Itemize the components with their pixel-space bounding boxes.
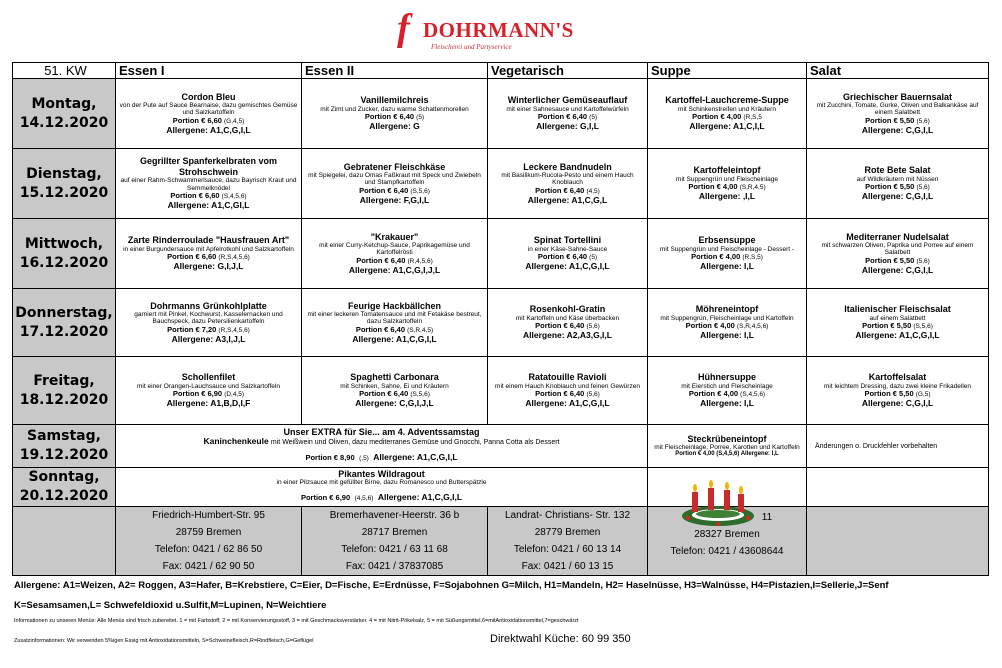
- dish-description: mit einem Hauch Knoblauch und feinen Gewürzen: [495, 382, 640, 390]
- day-cell: [13, 425, 116, 468]
- dish-allergens: Allergene: A1,C,G,I,L: [373, 452, 458, 462]
- dish-title: Winterlicher Gemüseauflauf: [507, 95, 628, 106]
- dish-codes: (5,6): [586, 391, 600, 399]
- dish-description: auf Wildkräutern mit Nüssen: [856, 175, 939, 183]
- kitchen-direct-phone: Direktwahl Küche: 60 99 350: [490, 633, 631, 645]
- dish-salat: [807, 289, 989, 357]
- dish-suppe: [648, 149, 807, 219]
- dish-title: Kaninchenkeule: [203, 435, 269, 446]
- store-1: [116, 507, 302, 576]
- dish-price: Portion € 5,50: [865, 255, 915, 265]
- dish-codes: (S,R,4,5): [739, 184, 766, 192]
- dish-title: Vanillemilchreis: [360, 95, 429, 106]
- day-date: 19.12.2020: [19, 447, 109, 463]
- store-fax: Fax: 0421 / 60 13 15: [521, 561, 614, 573]
- saturday-row: [13, 425, 989, 468]
- dish-essen-1: [116, 289, 302, 357]
- allergen-legend-line-1: Allergene: A1=Weizen, A2= Roggen, A3=Hafer, B=Krebstiere, C=Eier, D=Fische, E=Erdnüsse, F=Sojabohnen G=Milch, H1=Mandeln, H2= Haselnüsse, H3=Walnüsse, H4=Pistazien,I=Sellerie,J=Senf: [14, 580, 889, 591]
- dish-vegetarisch: [488, 149, 648, 219]
- day-row: [13, 219, 989, 289]
- saturday-extra-cell: [116, 425, 648, 468]
- dish-allergens: Allergene: C,G,I,L: [861, 397, 934, 408]
- store-phone: Telefon: 0421 / 43608644: [670, 546, 784, 558]
- dish-title: Spinat Tortellini: [533, 235, 602, 246]
- dish-allergens: Allergene: A1,C,G,I,L: [352, 333, 437, 344]
- dish-description: in einer Burgundersauce mit Apfelrotkohl und Salzkartoffeln: [123, 245, 294, 253]
- dish-suppe: [648, 289, 807, 357]
- store-street: 11: [761, 512, 773, 524]
- day-row: [13, 289, 989, 357]
- dish-price: Portion € 6,40: [359, 185, 409, 195]
- store-street: Friedrich-Humbert-Str. 95: [152, 510, 265, 522]
- store-street: Bremerhavener-Heerstr. 36 b: [329, 510, 460, 522]
- dish-description: mit leichtem Dressing, dazu zwei kleine Frikadellen: [823, 382, 972, 390]
- dish-allergens: Allergene: C,G,I,L: [861, 124, 934, 135]
- store-city: 28327 Bremen: [694, 529, 760, 541]
- sunday-empty-salad: [807, 468, 989, 507]
- stores-row: [13, 507, 989, 576]
- dish-description: mit schwarzen Oliven, Paprika und Porree auf einem Salatbett: [821, 242, 974, 257]
- logo-f-mark: f: [397, 7, 410, 49]
- dish-description: mit einer leckeren Tomatensauce und mit Fetakäse bestreut, dazu Salzkartoffeln: [307, 311, 482, 326]
- dish-description: mit Weißwein und Oliven, dazu mediterranes Gemüse und Gnocchi, Panna Cotta als Dessert: [270, 438, 560, 446]
- dish-description: mit Basilikum-Rucola-Pesto und einem Hauch Knoblauch: [501, 172, 634, 187]
- dish-codes: (,5): [359, 455, 369, 462]
- dish-codes: (S,R,4,5): [407, 326, 434, 334]
- dish-title: Möhreneintopf: [695, 304, 759, 315]
- dohrmanns-logo: [397, 7, 607, 55]
- day-date: 16.12.2020: [19, 254, 109, 271]
- dish-description: mit Suppengrün und Fleischeinlage - Dessert -: [659, 245, 795, 253]
- day-name: Samstag,: [27, 428, 101, 444]
- dish-price: Portion € 4,00: [685, 321, 735, 331]
- dish-price: Portion € 7,20: [167, 324, 217, 334]
- dish-description: mit einer Curry-Ketchup-Sauce, Paprikagemüse und Kartoffelrösti: [319, 242, 470, 257]
- dish-description: mit Zucchini, Tomate, Gurke, Oliven und Balkankäse auf einem Salatbett: [816, 102, 979, 117]
- stores-blank-cell: [13, 507, 116, 576]
- dish-headline: Unser EXTRA für Sie... am 4. Adventssamstag: [283, 426, 480, 437]
- dish-allergens: Allergene: ,I,L: [698, 190, 756, 201]
- dish-salat: [807, 219, 989, 289]
- dish-price: Portion € 5,50: [865, 182, 915, 192]
- dish-title: Steckrübeneintopf: [687, 433, 767, 444]
- logo-tagline: Fleischerei und Partyservice: [431, 43, 512, 51]
- store-city: 28717 Bremen: [361, 527, 428, 539]
- dish-essen-2: [302, 289, 488, 357]
- dish-title: Mediterraner Nudelsalat: [846, 231, 949, 242]
- dish-allergens: Allergene: A1,B,D,I,F: [166, 397, 251, 408]
- dish-allergens: Allergene: A1,C,G,I,L: [377, 491, 463, 502]
- dish-price: Portion € 5,50: [864, 389, 914, 399]
- dish-vegetarisch: [488, 79, 648, 149]
- dish-description: mit Schinkenstreifen und Kräutern: [678, 105, 776, 113]
- dish-allergens: Allergene: A1,C,G,I,L: [855, 329, 940, 340]
- dish-essen-2: [302, 79, 488, 149]
- dish-description: in einer Pilzsauce mit gefüllter Birne, dazu Romanesco und Butterspätzle: [276, 479, 487, 487]
- dish-allergens: Allergene: G,I,L: [536, 120, 599, 131]
- dish-title: Schollenfilet: [181, 372, 236, 383]
- weekly-menu-table: [12, 62, 989, 576]
- dish-codes: (R,S,4,5,6): [218, 254, 250, 262]
- dish-title: Rosenkohl-Gratin: [529, 304, 606, 315]
- store-phone: Telefon: 0421 / 63 11 68: [341, 544, 448, 556]
- weekday-rows: [13, 79, 989, 425]
- dish-title: Italienischer Fleischsalat: [844, 304, 951, 315]
- dish-codes: (5,6): [586, 323, 600, 331]
- dish-price: Portion € 6,40: [537, 252, 588, 262]
- store-city: 28759 Bremen: [175, 527, 242, 539]
- dish-price: Portion € 4,00: [692, 112, 742, 122]
- dish-title: Cordon Bleu: [181, 91, 236, 102]
- dish-codes: (G,5): [915, 391, 931, 399]
- dish-suppe: [648, 79, 807, 149]
- week-label: 51. KW: [13, 63, 116, 79]
- saturday-soup-cell: [648, 425, 807, 468]
- dish-codes: (R,S,4,5,6): [218, 326, 250, 334]
- dish-allergens: Allergene: A1,C,GI,L: [167, 199, 250, 210]
- dish-description: mit Eierstich und Fleischeinlage: [681, 382, 773, 390]
- column-suppe: Suppe: [648, 63, 807, 79]
- dish-essen-2: [302, 149, 488, 219]
- dish-codes: (S,4,5,6): [740, 391, 766, 399]
- sunday-row: [13, 468, 989, 507]
- dish-essen-2: [302, 357, 488, 425]
- dish-codes: (R,4,5,6): [407, 257, 433, 265]
- dish-price: Portion € 6,40: [535, 389, 585, 399]
- stores-blank-cell: [807, 507, 989, 576]
- dish-price: Portion € 8,90: [305, 453, 355, 462]
- dish-allergens: Allergene: A1,C,G,I,L: [525, 260, 610, 271]
- dish-title: Gegrillter Spanferkelbraten vom Strohschwein: [139, 156, 278, 177]
- dish-salat: [807, 149, 989, 219]
- day-date: 18.12.2020: [19, 391, 109, 408]
- column-essen-2: Essen II: [302, 63, 488, 79]
- dish-codes: (5,6): [916, 117, 930, 125]
- dish-codes: (5,6): [916, 184, 930, 192]
- column-essen-1: Essen I: [116, 63, 302, 79]
- dish-essen-1: [116, 357, 302, 425]
- day-name: Montag,: [31, 95, 97, 112]
- store-city: 28779 Bremen: [534, 527, 601, 539]
- additional-info-note: Zusatzinformationen: Wir verwenden 5%igen Essig mit Antioxidationsmitteln, S=Schweinefleisch,R=Rindfleisch,G=Geflügel: [14, 638, 314, 644]
- dish-codes: (5): [589, 254, 598, 262]
- dish-codes: (D,4,5): [224, 391, 245, 399]
- dish-price: Portion € 6,40: [359, 389, 409, 399]
- dish-essen-1: [116, 219, 302, 289]
- dish-title: Zarte Rinderroulade "Hausfrauen Art": [127, 235, 290, 246]
- dish-codes: (5): [416, 114, 425, 122]
- store-fax: Fax: 0421 / 62 90 50: [162, 561, 255, 573]
- dish-vegetarisch: [488, 357, 648, 425]
- dish-allergens: Allergene: I,L: [700, 260, 754, 271]
- menu-info-note: Informationen zu unseren Menüs: Alle Menüs sind frisch zubereitet. 1 = mit Farbstoff, 2 = mit Konservierungsstoff, 3 = mit Geschmacksverstärker. 4 = mit Nitrit-Pökelsalz, 5 = mit Süßungsmittel,6=mitAntioxidationsmittel,7=geschwärzt: [14, 618, 579, 624]
- dish-codes: (G,4,5): [224, 117, 245, 125]
- dish-salat: [807, 79, 989, 149]
- advent-wreath-image: [678, 478, 758, 528]
- dish-essen-1: [116, 79, 302, 149]
- day-cell: [13, 79, 116, 149]
- dish-title: Dohrmanns Grünkohlplatte: [150, 300, 267, 311]
- dish-allergens: Allergene: F,G,I,L: [359, 194, 430, 205]
- dish-allergens: Allergene: C,G,I,J,L: [355, 397, 434, 408]
- dish-codes: (S,5,6): [410, 187, 430, 195]
- dish-allergens: Allergene: A1,C,G,L: [527, 194, 608, 205]
- dish-title: Pikantes Wildragout: [338, 469, 425, 479]
- dish-title: Spaghetti Carbonara: [350, 372, 439, 383]
- dish-price: Portion € 6,40: [535, 185, 585, 195]
- dish-title: "Krakauer": [370, 231, 419, 242]
- dish-description: auf einer Rahm-Schwammerlsauce, dazu Bayrisch Kraut und Semmelknödel: [120, 177, 297, 192]
- dish-allergens: Allergene: I,L: [700, 329, 754, 340]
- day-name: Dienstag,: [26, 165, 102, 182]
- dish-price: Portion € 6,60: [167, 252, 217, 262]
- disclaimer-note: Änderungen o. Druckfehler vorbehalten: [807, 425, 989, 468]
- dish-price: Portion € 5,50: [865, 115, 915, 125]
- dish-codes: (4,5): [586, 187, 600, 195]
- sunday-dish-cell: [116, 468, 648, 507]
- dish-title: Erbsensuppe: [698, 235, 756, 246]
- dish-suppe: [648, 219, 807, 289]
- column-salat: Salat: [807, 63, 989, 79]
- dish-price: Portion € 6,40: [364, 112, 415, 122]
- day-cell: [13, 219, 116, 289]
- dish-codes: (S,R,4,5,6): [736, 323, 769, 331]
- dish-title: Rote Bete Salat: [864, 165, 931, 176]
- dish-codes: (S,4,5,6): [221, 193, 247, 201]
- dish-codes: (R,S,5: [743, 114, 762, 122]
- day-cell: [13, 289, 116, 357]
- dish-title: Kartoffeleintopf: [693, 165, 761, 176]
- column-vegetarisch: Vegetarisch: [488, 63, 648, 79]
- dish-essen-1: [116, 149, 302, 219]
- dish-price: Portion € 4,00 (S,4,5,6) Allergene: I,L: [675, 451, 779, 458]
- dish-allergens: Allergene: C,G,I,L: [861, 264, 934, 275]
- dish-price: Portion € 4,00: [688, 182, 738, 192]
- dish-title: Griechischer Bauernsalat: [842, 91, 953, 102]
- dish-vegetarisch: [488, 219, 648, 289]
- dish-codes: (S,5,6): [410, 391, 430, 399]
- dish-title: Gebratener Fleischkäse: [343, 161, 446, 172]
- dish-description: mit Schinken, Sahne, Ei und Kräutern: [340, 382, 449, 390]
- dish-essen-2: [302, 219, 488, 289]
- dish-codes: (5,6): [916, 257, 930, 265]
- dish-description: mit Kartoffeln und Käse überbacken: [515, 314, 620, 322]
- dish-price: Portion € 6,90: [172, 389, 223, 399]
- dish-description: mit einer Orangen-Lauchsauce und Salzkartoffeln: [137, 382, 280, 390]
- day-row: [13, 357, 989, 425]
- dish-title: Ratatouille Ravioli: [528, 372, 607, 383]
- dish-price: Portion € 5,50: [862, 321, 912, 331]
- dish-allergens: Allergene: C,G,I,L: [861, 190, 934, 201]
- dish-description: mit Suppengrün, Fleischeinlage und Kartoffeln: [660, 314, 794, 322]
- logo-name: DOHRMANN'S: [423, 18, 574, 42]
- dish-allergens: Allergene: A1,C,G,I,L: [525, 397, 610, 408]
- dish-price: Portion € 6,40: [356, 255, 406, 265]
- dish-price: Portion € 6,60: [170, 191, 220, 201]
- dish-codes: (4,5,6): [354, 494, 374, 502]
- dish-allergens: Allergene: G: [369, 120, 420, 131]
- dish-description: in einer Käse-Sahne-Sauce: [527, 245, 608, 253]
- dish-price: Portion € 6,40: [355, 324, 406, 334]
- dish-allergens: Allergene: A1,C,G,I,J,L: [348, 264, 441, 275]
- day-name: Mittwoch,: [24, 235, 104, 252]
- store-street: Landrat- Christians- Str. 132: [504, 510, 631, 522]
- dish-allergens: Allergene: A2,A3,G,I,L: [523, 329, 612, 340]
- day-name: Freitag,: [33, 372, 95, 389]
- store-fax: Fax: 0421 / 37837085: [345, 561, 444, 573]
- dish-price: Portion € 6,60: [172, 115, 222, 125]
- dish-allergens: Allergene: A3,I,J,L: [171, 333, 246, 344]
- day-cell: [13, 468, 116, 507]
- dish-description: von der Pute auf Sauce Bearnaise, dazu gemischtes Gemüse und Salzkartoffeln: [119, 102, 298, 117]
- dish-title: Feurige Hackbällchen: [347, 300, 442, 311]
- day-cell: [13, 357, 116, 425]
- menu-header-row: [13, 63, 989, 79]
- day-date: 14.12.2020: [19, 114, 109, 131]
- dish-title: Leckere Bandnudeln: [523, 161, 612, 172]
- dish-suppe: [648, 357, 807, 425]
- dish-price: Portion € 6,40: [537, 112, 588, 122]
- dish-codes: (S,5,6): [913, 323, 933, 331]
- dish-price: Portion € 6,90: [300, 492, 351, 502]
- dish-salat: [807, 357, 989, 425]
- dish-allergens: Allergene: A1,C,I,L: [689, 120, 765, 131]
- store-2: [302, 507, 488, 576]
- day-row: [13, 149, 989, 219]
- dish-allergens: Allergene: A1,C,G,I,L: [166, 124, 251, 135]
- day-name: Sonntag,: [28, 469, 100, 486]
- dish-title: Kartoffelsalat: [868, 372, 927, 383]
- dish-codes: (5): [589, 114, 598, 122]
- day-date: 15.12.2020: [19, 184, 109, 201]
- dish-price: Portion € 4,00: [691, 252, 741, 262]
- store-phone: Telefon: 0421 / 62 86 50: [154, 544, 263, 556]
- dish-price: Portion € 4,00: [688, 389, 739, 399]
- dish-allergens: Allergene: I,L: [700, 397, 754, 408]
- dish-codes: (R,S,5): [742, 254, 763, 262]
- day-cell: [13, 149, 116, 219]
- dish-price: Portion € 6,40: [535, 321, 585, 331]
- dish-title: Kartoffel-Lauchcreme-Suppe: [665, 95, 789, 106]
- dish-description: mit Suppengrün und Fleischeinlage: [676, 175, 778, 183]
- dish-description: mit Zimt und Zucker, dazu warme Schattenmorellen: [320, 105, 469, 113]
- dish-title: Hühnersuppe: [697, 372, 756, 383]
- day-date: 20.12.2020: [19, 488, 109, 505]
- day-row: [13, 79, 989, 149]
- dish-vegetarisch: [488, 289, 648, 357]
- day-date: 17.12.2020: [19, 323, 109, 340]
- dish-description: mit Fleischeinlage, Porree, Karotten und Kartoffeln: [654, 443, 800, 451]
- dish-description: auf einem Salatbett: [869, 314, 926, 322]
- store-3: [488, 507, 648, 576]
- day-name: Donnerstag,: [15, 304, 113, 321]
- dish-allergens: Allergene: G,I,J,L: [173, 260, 244, 271]
- dish-description: mit Spiegelei, dazu Omas Faßkraut mit Speck und Zwiebeln und Stampfkartoffeln: [308, 172, 481, 187]
- allergen-legend-line-2: K=Sesamsamen,L= Schwefeldioxid u.Sulfit,M=Lupinen, N=Weichtiere: [14, 600, 327, 611]
- store-phone: Telefon: 0421 / 60 13 14: [513, 544, 622, 556]
- dish-description: mit einer Sahnesauce und Kartoffelwürfeln: [506, 105, 629, 113]
- dish-description: garniert mit Pinkel, Kochwurst, Kasselernacken und Bauchspeck, dazu Petersilienkartoffeln: [134, 311, 283, 326]
